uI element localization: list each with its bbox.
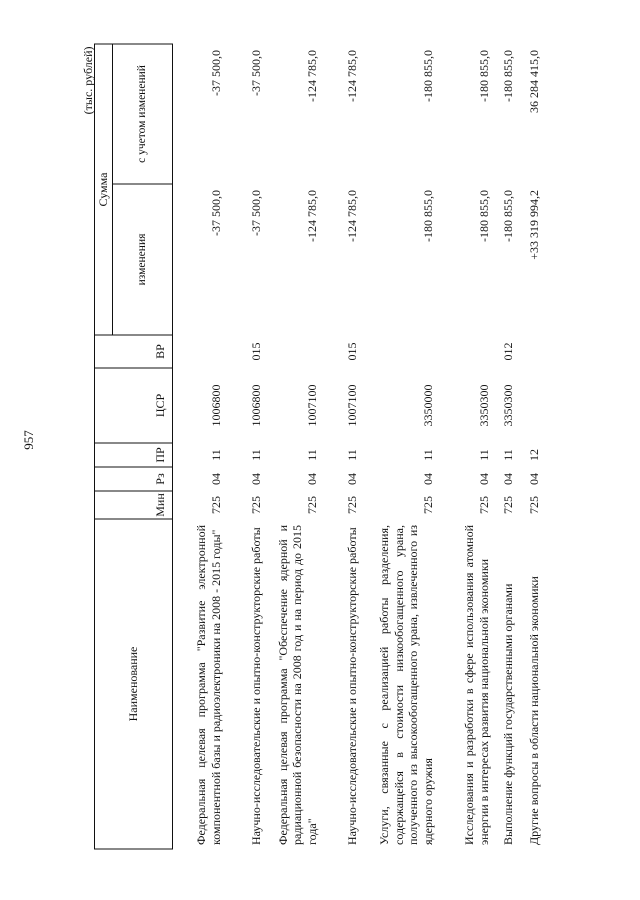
row-csr bbox=[519, 368, 545, 443]
table-row bbox=[519, 44, 545, 849]
row-rz: 04 bbox=[500, 473, 515, 485]
row-csr: 1007100 bbox=[304, 384, 319, 427]
row-csr: 1006800 bbox=[208, 384, 223, 427]
table-row bbox=[323, 44, 363, 849]
row-min: 725 bbox=[208, 496, 223, 514]
units-label: (тыс. рублей) bbox=[81, 46, 95, 115]
row-total: -37 500,0 bbox=[208, 49, 223, 96]
row-pr: 11 bbox=[500, 449, 515, 461]
row-csr: 1007100 bbox=[344, 384, 359, 427]
row-name: Научно-исследовательские и опытно-конструкторские работы bbox=[344, 527, 359, 845]
header-name: Наименование bbox=[95, 519, 173, 849]
budget-table bbox=[94, 43, 545, 849]
row-rz: 04 bbox=[526, 473, 541, 485]
row-pr: 11 bbox=[420, 449, 435, 461]
header-csr: ЦСР bbox=[95, 368, 173, 443]
row-name: Федеральная целевая программа "Развитие электронной компонентной базы и радиоэлектроники на 2008 - 2015 годы" bbox=[194, 525, 223, 845]
table-row bbox=[363, 44, 439, 849]
row-change: -124 785,0 bbox=[304, 190, 319, 242]
row-vr: 012 bbox=[500, 342, 515, 361]
row-pr: 12 bbox=[526, 449, 541, 461]
page-number: 957 bbox=[21, 430, 36, 450]
row-change: -180 855,0 bbox=[500, 190, 515, 242]
header-with-change: с учетом изменений bbox=[113, 44, 173, 184]
row-name: Услуги, связанные с реализацией работы разделения, содержащейся в стоимости низкообогащенного урана, полученного из высокообогащенного урана, извлеченного из ядерного оружия bbox=[377, 525, 435, 845]
row-rz: 04 bbox=[248, 473, 263, 485]
row-total: 36 284 415,0 bbox=[526, 49, 541, 113]
row-change: -180 855,0 bbox=[476, 190, 491, 242]
row-vr: 015 bbox=[344, 342, 359, 361]
row-pr: 11 bbox=[344, 449, 359, 461]
row-total: -37 500,0 bbox=[248, 49, 263, 96]
row-rz: 04 bbox=[304, 473, 319, 485]
header-min: Мин bbox=[95, 491, 173, 519]
row-change: -124 785,0 bbox=[344, 190, 359, 242]
table-row bbox=[173, 44, 227, 849]
row-change: -37 500,0 bbox=[248, 190, 263, 236]
table-row bbox=[439, 44, 495, 849]
row-total: -124 785,0 bbox=[344, 49, 359, 102]
row-name: Научно-исследовательские и опытно-конструкторские работы bbox=[248, 527, 263, 845]
row-pr: 11 bbox=[248, 449, 263, 461]
row-csr: 3350300 bbox=[476, 384, 491, 427]
row-min: 725 bbox=[476, 496, 491, 514]
row-vr bbox=[363, 335, 439, 368]
header-rz: Рз bbox=[95, 467, 173, 491]
row-csr: 1006800 bbox=[248, 384, 263, 427]
row-csr: 3350000 bbox=[420, 384, 435, 427]
header-change: изменения bbox=[113, 184, 173, 335]
header-vr: ВР bbox=[95, 335, 173, 368]
row-min: 725 bbox=[526, 496, 541, 514]
row-rz: 04 bbox=[344, 473, 359, 485]
row-total: -180 855,0 bbox=[420, 49, 435, 102]
row-vr bbox=[519, 335, 545, 368]
row-pr: 11 bbox=[208, 449, 223, 461]
row-name: Другие вопросы в области национальной экономики bbox=[526, 576, 541, 845]
row-vr bbox=[439, 335, 495, 368]
header-pr: ПР bbox=[95, 443, 173, 467]
table-row bbox=[267, 44, 323, 849]
row-rz: 04 bbox=[476, 473, 491, 485]
row-total: -180 855,0 bbox=[476, 49, 491, 102]
row-csr: 3350300 bbox=[500, 384, 515, 427]
row-vr: 015 bbox=[248, 342, 263, 361]
row-min: 725 bbox=[304, 496, 319, 514]
table-row bbox=[227, 44, 267, 849]
row-total: -124 785,0 bbox=[304, 49, 319, 102]
row-min: 725 bbox=[344, 496, 359, 514]
table-row bbox=[495, 44, 519, 849]
row-vr bbox=[173, 335, 227, 368]
rotated-page bbox=[82, 45, 558, 850]
header-sum: Сумма bbox=[95, 44, 113, 335]
row-rz: 04 bbox=[208, 473, 223, 485]
row-total: -180 855,0 bbox=[500, 49, 515, 102]
row-change: -180 855,0 bbox=[420, 190, 435, 242]
row-min: 725 bbox=[500, 496, 515, 514]
row-change: -37 500,0 bbox=[208, 190, 223, 236]
row-rz: 04 bbox=[420, 473, 435, 485]
row-name: Выполнение функций государственными органами bbox=[500, 583, 515, 845]
row-vr bbox=[267, 335, 323, 368]
row-pr: 11 bbox=[476, 449, 491, 461]
row-min: 725 bbox=[420, 496, 435, 514]
row-name: Исследования и разработки в сфере использования атомной энергии в интересах развития национальной экономики bbox=[462, 525, 491, 845]
row-name: Федеральная целевая программа "Обеспечение ядерной и радиационной безопасности на 2008 год и на период до 2015 года" bbox=[275, 525, 319, 845]
row-pr: 11 bbox=[304, 449, 319, 461]
row-change: +33 319 994,2 bbox=[526, 190, 541, 260]
row-min: 725 bbox=[248, 496, 263, 514]
